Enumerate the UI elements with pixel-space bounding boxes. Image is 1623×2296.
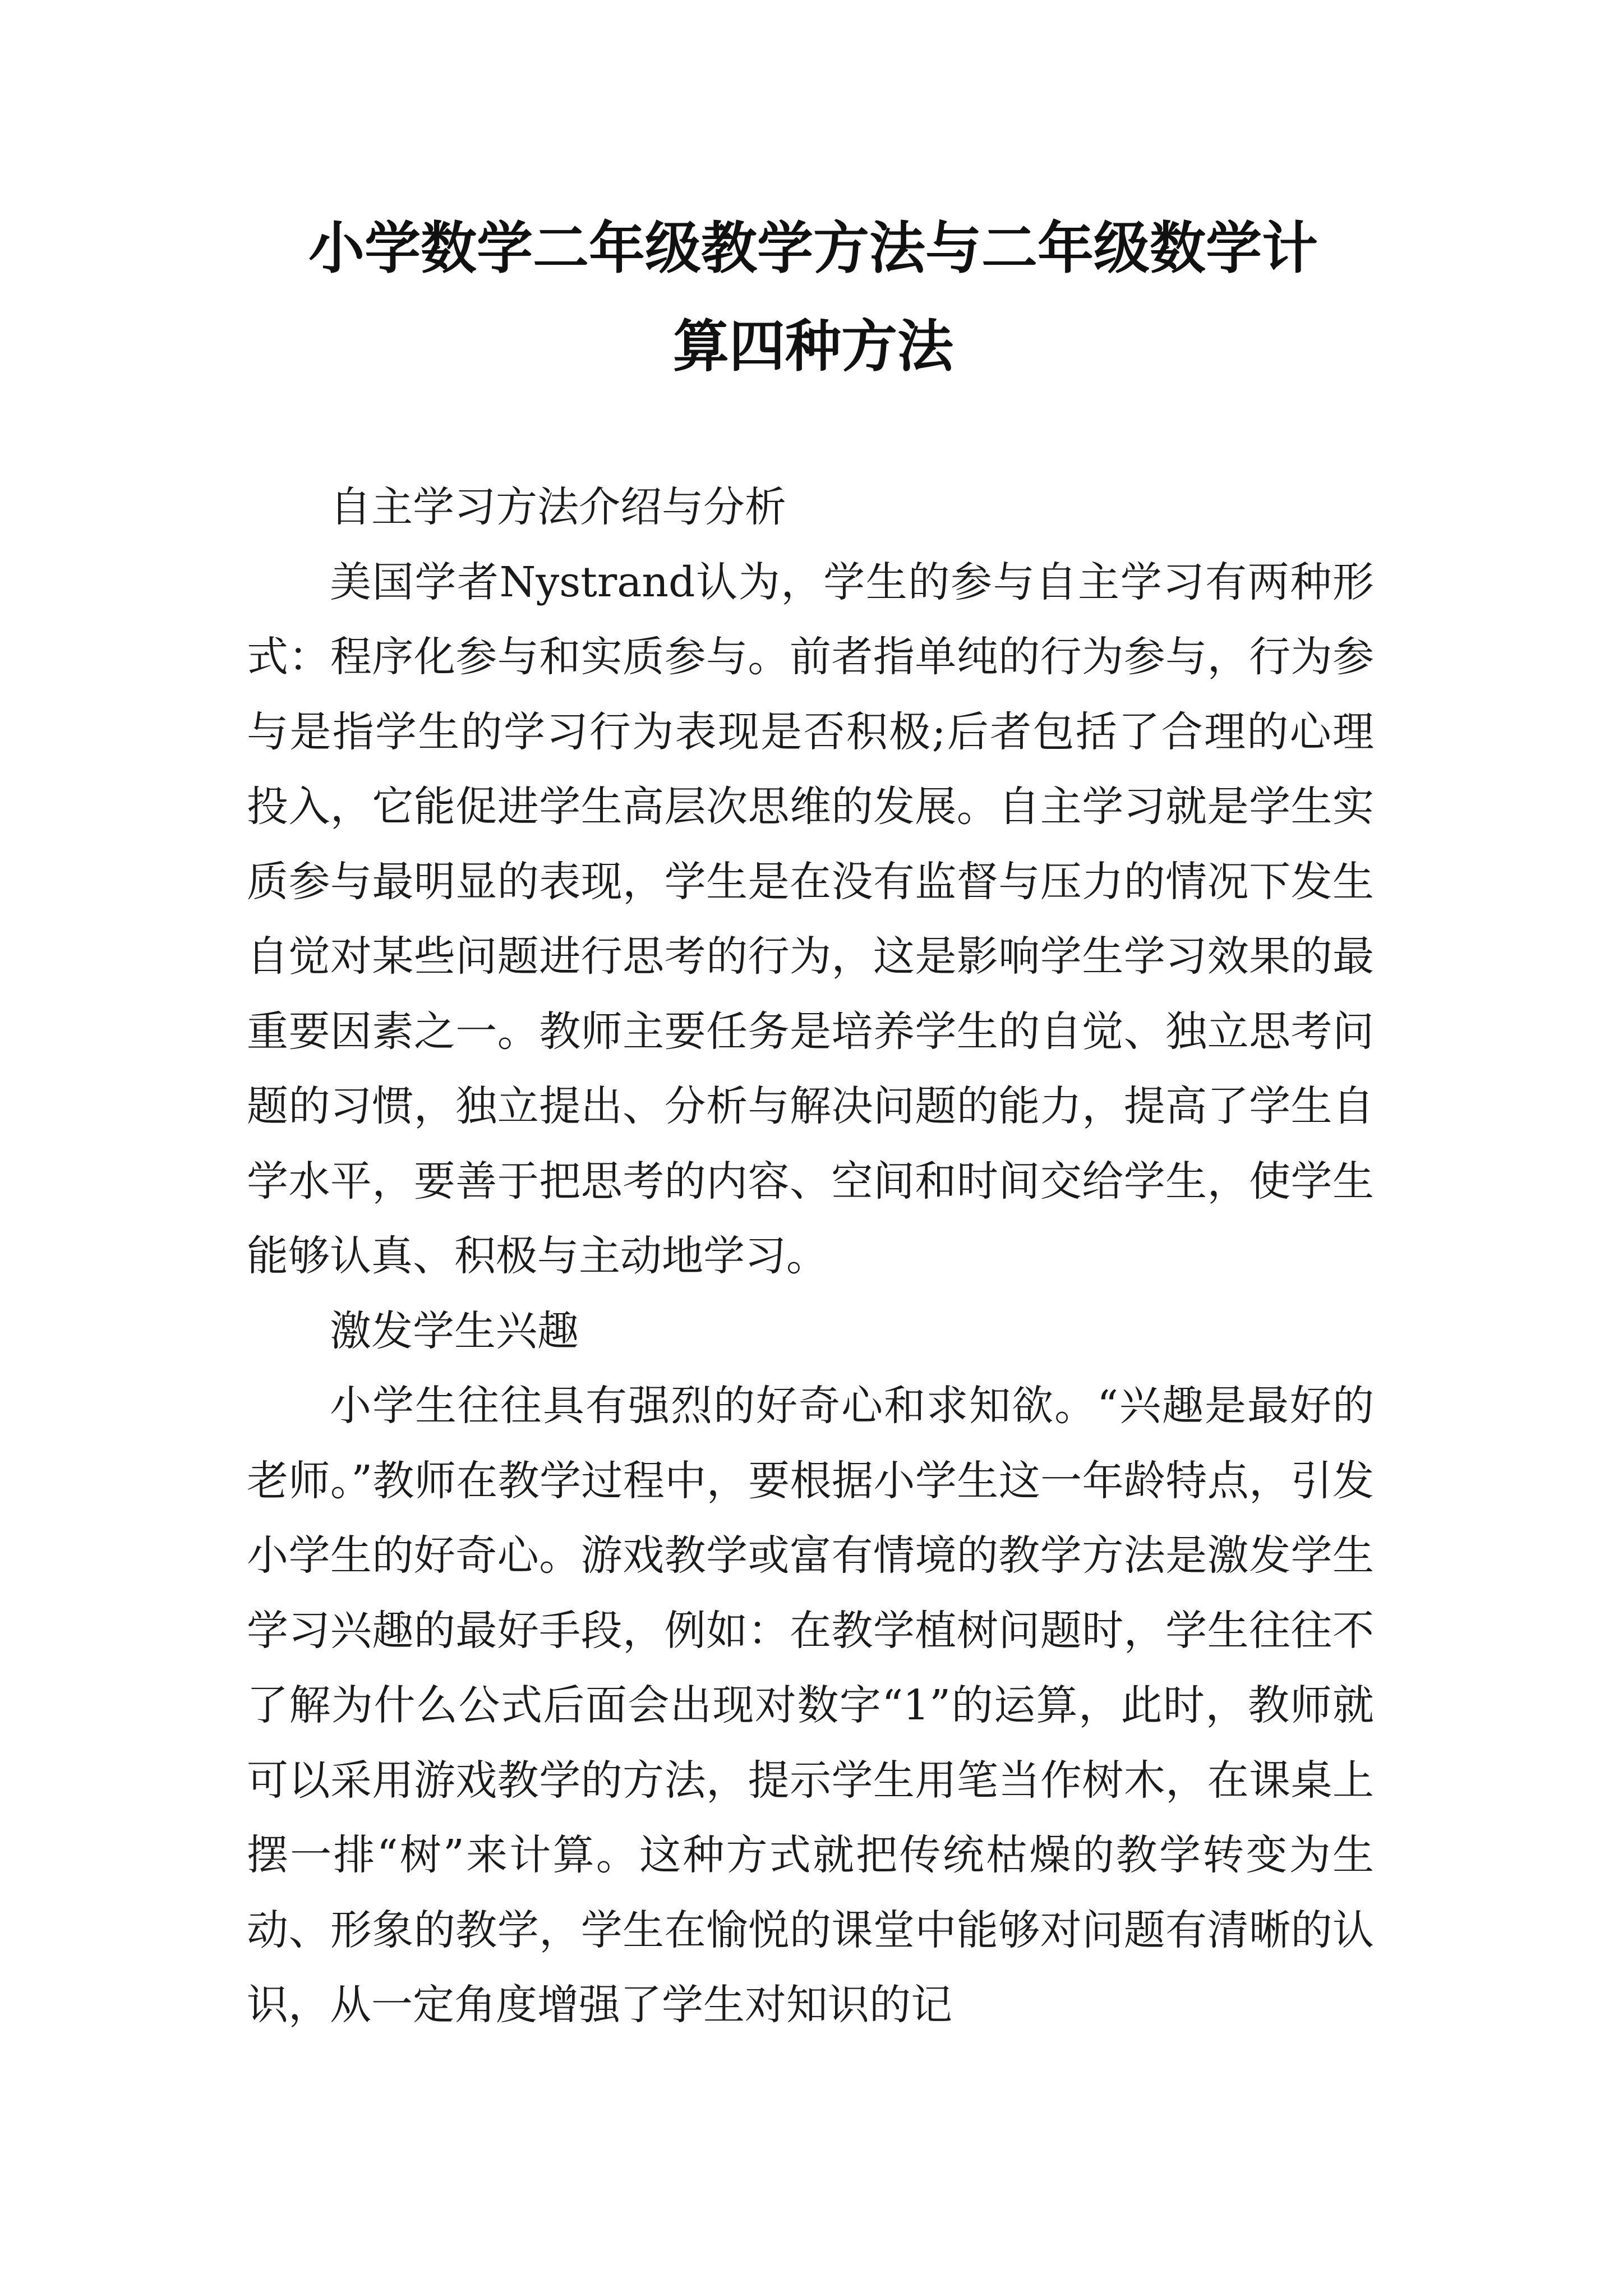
title-line-2: 算四种方法 xyxy=(673,313,953,379)
section-heading-interest: 激发学生兴趣 xyxy=(330,1306,579,1355)
section-heading-self-learning: 自主学习方法介绍与分析 xyxy=(330,483,786,531)
document-body xyxy=(247,470,1374,2043)
document-title xyxy=(247,199,1380,395)
title-line-1: 小学数学二年级教学方法与二年级数学计 xyxy=(308,215,1318,281)
paragraph-interest: 小学生往往具有强烈的好奇心和求知欲。“兴趣是最好的老师。”教师在教学过程中，要根据小学生这一年龄特点，引发小学生的好奇心。游戏教学或富有情境的教学方法是激发学生学习兴趣的最好手段，例如：在教学植树问题时，学生往往不了解为什么公式后面会出现对数字“1”的运算，此时，教师就可以采用游戏教学的方法，提示学生用笔当作树木，在课桌上摆一排“树”来计算。这种方式就把传统枯燥的教学转变为生动、形象的教学，学生在愉悦的课堂中能够对问题有清晰的认识，从一定角度增强了学生对知识的记 xyxy=(247,1382,1374,2029)
paragraph-self-learning: 美国学者Nystrand认为，学生的参与自主学习有两种形式：程序化参与和实质参与。前者指单纯的行为参与，行为参与是指学生的学习行为表现是否积极;后者包括了合理的心理投入，它能促进学生高层次思维的发展。自主学习就是学生实质参与最明显的表现，学生是在没有监督与压力的情况下发生自觉对某些问题进行思考的行为，这是影响学生学习效果的最重要因素之一。教师主要任务是培养学生的自觉、独立思考问题的习惯，独立提出、分析与解决问题的能力，提高了学生自学水平，要善于把思考的内容、空间和时间交给学生，使学生能够认真、积极与主动地学习。 xyxy=(247,558,1374,1280)
